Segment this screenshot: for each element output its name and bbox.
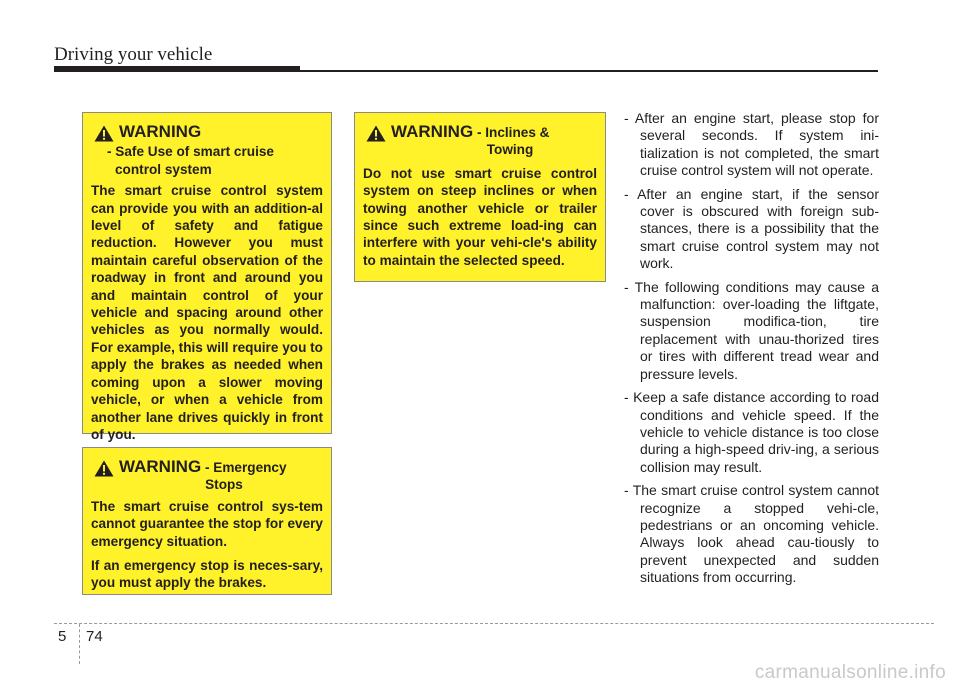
note-item: - The following conditions may cause a malfunction: over-loading the liftgate, suspension modifica-tion, tire replacement with unau-thorized tires or tires with different tread wear and pressure levels. <box>624 278 879 382</box>
note-item: - The smart cruise control system cannot recognize a stopped vehi-cle, pedestrians or an oncoming vehicle. Always look ahead cau-tiously to prevent unexpected and sudden situations from occurring. <box>624 482 879 586</box>
warning-header <box>91 123 323 141</box>
warning-subtitle: - Inclines & <box>476 125 550 140</box>
warning-label: WARNING <box>119 457 202 476</box>
page-number-divider <box>79 624 80 664</box>
warning-subtitle-cont: Stops <box>205 477 243 493</box>
warning-subtitle: - Safe Use of smart cruise <box>107 144 274 160</box>
watermark: carmanualsonline.info <box>754 662 946 683</box>
warning-body: If an emergency stop is neces-sary, you must apply the brakes. <box>91 558 323 591</box>
warning-label: WARNING <box>119 122 202 141</box>
page-header-title: Driving your vehicle <box>54 44 213 65</box>
section-number: 5 <box>58 628 67 645</box>
note-item: - Keep a safe distance according to road conditions and vehicle speed. If the vehicle to vehicle distance is too close during a high-speed driv-ing, a serious collision may result. <box>624 389 879 475</box>
warning-body: The smart cruise control sys-tem cannot guarantee the stop for every emergency situation. <box>91 498 323 549</box>
warning-subtitle-cont: Towing <box>486 142 534 158</box>
warning-box-safe-use <box>82 112 332 442</box>
notes-column <box>624 110 879 593</box>
page-number: 74 <box>86 628 103 645</box>
header-bar <box>54 66 300 72</box>
header-rule <box>300 70 878 72</box>
note-item: - After an engine start, if the sensor cover is obscured with foreign sub-stances, there is a possibility that the smart cruise control system may not work. <box>624 185 879 272</box>
warning-box-inclines-towing <box>354 112 606 282</box>
warning-body: Do not use smart cruise control system on steep inclines or when towing another vehicle or trailer since such extreme load-ing can interfere with your vehi-cle's ability to maintain the selected speed. <box>363 165 597 268</box>
warning-subtitle-cont: control system <box>115 161 212 177</box>
warning-header <box>91 458 323 476</box>
warning-label: WARNING <box>391 122 474 141</box>
note-item: - After an engine start, please stop for several seconds. If system ini-tialization is not completed, the smart cruise control system will not operate. <box>624 110 879 179</box>
warning-subtitle: - Emergency <box>204 460 287 475</box>
footer-rule <box>54 623 934 624</box>
warning-body: The smart cruise control system can provide you with an addition-al level of safety and fatigue reduction. However you must maintain careful observation of the roadway in front and around you and maintain control of your vehicle and spacing around other vehicles as you normally would. For example, this will require you to apply the brakes as needed when coming upon a slower moving vehicle, or when a vehicle from another lane drives quickly in front of you. <box>91 183 323 442</box>
warning-triangle-icon <box>94 125 114 142</box>
warning-header <box>363 123 597 141</box>
warning-triangle-icon <box>366 125 386 142</box>
warning-triangle-icon <box>94 460 114 477</box>
warning-box-emergency-stops <box>82 447 332 595</box>
